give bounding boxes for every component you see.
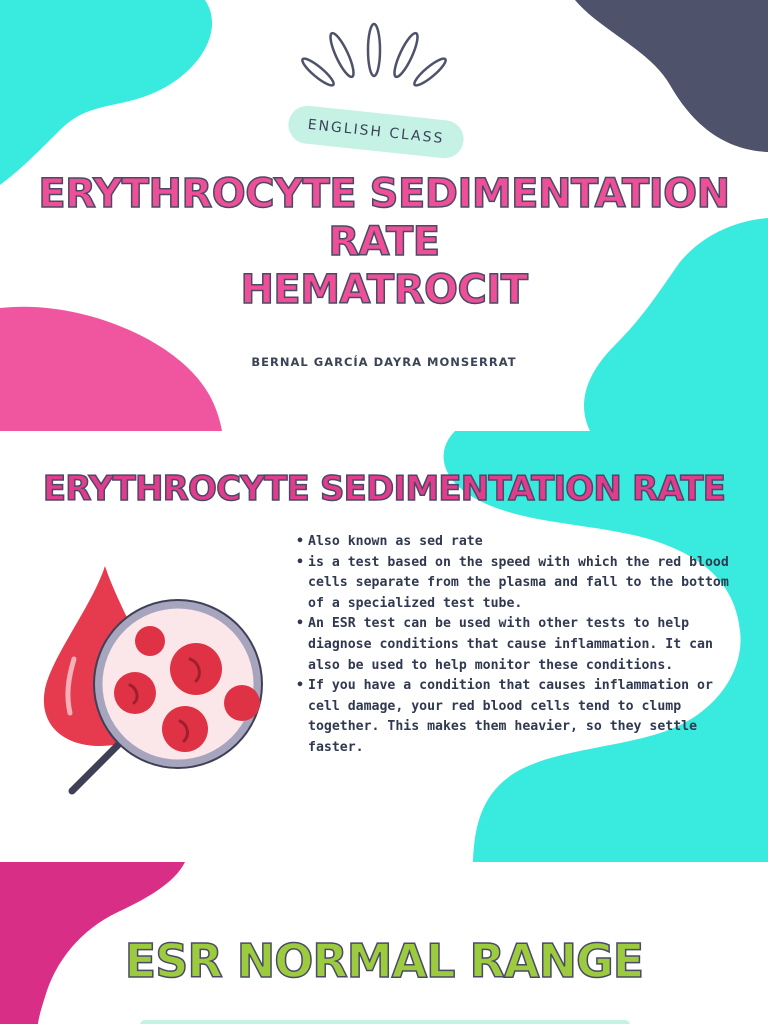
turquoise-blob-top-left [0, 0, 212, 185]
magnifier-handle [72, 743, 120, 791]
list-item: • An ESR test can be used with other tests to help diagnose conditions that cause inflammation. It can also be used to help monitor these conditions. [294, 614, 744, 676]
cover-slide [0, 0, 768, 431]
esr-slide [0, 431, 768, 862]
main-title [0, 170, 768, 314]
badge-label: ENGLISH CLASS [306, 116, 446, 148]
range-heading: ESR NORMAL RANGE [124, 934, 644, 988]
main-title-line-2: RATE [328, 219, 440, 265]
esr-bullet-list [294, 532, 744, 759]
mint-bar-bottom [140, 1020, 630, 1024]
main-title-line-3: HEMATROCIT [240, 267, 528, 313]
esr-heading: ERYTHROCYTE SEDIMENTATION RATE [42, 469, 726, 509]
range-slide [0, 862, 768, 1024]
decorative-rays-icon [299, 24, 448, 89]
navy-blob-top-right [575, 0, 768, 152]
main-title-line-1: ERYTHROCYTE SEDIMENTATION [38, 171, 730, 217]
blood-drop-magnifier-illustration [44, 566, 262, 791]
author-name: BERNAL GARCÍA DAYRA MONSERRAT [251, 355, 517, 369]
list-item: • is a test based on the speed with which the red blood cells separate from the plasma and fall to the bottom of a specialized test tube. [294, 553, 744, 615]
list-item: • If you have a condition that causes inflammation or cell damage, your red blood cells tend to clump together. This makes them heavier, so they settle faster. [294, 676, 744, 758]
list-item: • Also known as sed rate [294, 532, 744, 553]
